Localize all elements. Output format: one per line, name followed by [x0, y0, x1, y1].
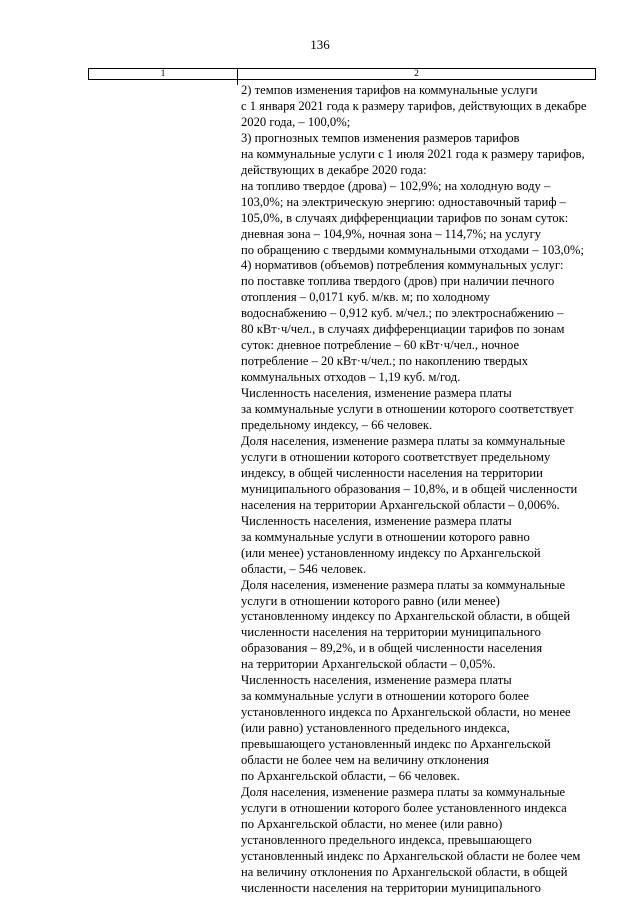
text-line: образования – 89,2%, и в общей численности населения — [241, 641, 543, 656]
text-line: услуги в отношении которого равно (или менее) — [241, 593, 500, 608]
text-line: 4) нормативов (объемов) потребления коммунальных услуг: — [241, 258, 564, 273]
text-line: установленного индекса по Архангельской области, но менее — [241, 705, 571, 720]
text-line: индексу, в общей численности населения на территории — [241, 465, 543, 480]
text-line: превышающего установленный индекс по Архангельской — [241, 737, 551, 752]
text-line: Численность населения, изменение размера платы — [241, 673, 512, 688]
text-line: по Архангельской области, но менее (или равно) — [241, 816, 503, 831]
text-line: численности населения на территории муниципального — [241, 625, 541, 640]
text-line: на топливо твердое (дрова) – 102,9%; на холодную воду – — [241, 178, 551, 193]
text-line: муниципального образования – 10,8%, и в общей численности — [241, 481, 578, 496]
table-header-col-1: 1 — [89, 69, 238, 79]
text-line: водоснабжению – 0,912 куб. м/чел.; по электроснабжению – — [241, 306, 564, 321]
text-line: Численность населения, изменение размера платы — [241, 386, 512, 401]
text-line: за коммунальные услуги в отношении которого соответствует — [241, 402, 574, 417]
text-line: по поставке топлива твердого (дров) при наличии печного — [241, 274, 555, 289]
text-line: действующих в декабре 2020 года: — [241, 162, 427, 177]
text-line: с 1 января 2021 года к размеру тарифов, действующих в декабре — [241, 98, 587, 113]
text-line: услуги в отношении которого соответствует предельному — [241, 449, 551, 464]
text-line: области не более чем на величину отклонения — [241, 753, 490, 768]
text-line: отопления – 0,0171 куб. м/кв. м; по холодному — [241, 290, 491, 305]
text-line: Численность населения, изменение размера платы — [241, 513, 512, 528]
text-line: Доля населения, изменение размера платы за коммунальные — [241, 784, 566, 799]
table-header-col-2: 2 — [414, 69, 419, 79]
table-header-row — [88, 68, 596, 80]
text-line: по Архангельской области, – 66 человек. — [241, 768, 460, 783]
text-line: 80 кВт·ч/чел., в случаях дифференциации тарифов по зонам — [241, 322, 565, 337]
text-line: установленного предельного индекса, превышающего — [241, 832, 532, 847]
text-line: 103,0%; на электрическую энергию: одноставочный тариф – — [241, 194, 566, 209]
text-line: Доля населения, изменение размера платы за коммунальные — [241, 433, 566, 448]
text-line: области, – 546 человек. — [241, 561, 367, 576]
text-line: 2) темпов изменения тарифов на коммунальные услуги — [241, 83, 538, 97]
document-body — [241, 83, 601, 897]
text-line: 105,0%, в случаях дифференциации тарифов по зонам суток: — [241, 210, 569, 225]
text-line: (или равно) установленного предельного индекса, — [241, 721, 510, 736]
text-line: услуги в отношении которого более установленного индекса — [241, 800, 567, 815]
text-line: населения на территории Архангельской области – 0,006%. — [241, 497, 560, 512]
text-line: установленный индекс по Архангельской области не более чем — [241, 848, 581, 863]
text-line: за коммунальные услуги в отношении которого равно — [241, 529, 530, 544]
text-line: численности населения на территории муниципального — [241, 880, 541, 895]
text-line: 3) прогнозных темпов изменения размеров тарифов — [241, 130, 520, 145]
text-line: на коммунальные услуги с 1 июля 2021 года к размеру тарифов, — [241, 146, 585, 161]
text-line: (или менее) установленному индексу по Архангельской — [241, 545, 541, 560]
text-line: Доля населения, изменение размера платы за коммунальные — [241, 577, 566, 592]
column-divider — [237, 80, 238, 85]
text-line: на территории Архангельской области – 0,05%. — [241, 657, 496, 672]
text-line: за коммунальные услуги в отношении которого более — [241, 689, 529, 704]
text-line: суток: дневное потребление – 60 кВт·ч/чел., ночное — [241, 338, 520, 353]
text-line: коммунальных отходов – 1,19 куб. м/год. — [241, 370, 461, 385]
text-line: установленному индексу по Архангельской области, в общей — [241, 609, 571, 624]
text-line: предельному индексу, – 66 человек. — [241, 418, 433, 433]
text-line: на величину отклонения по Архангельской области, в общей — [241, 864, 568, 879]
text-line: дневная зона – 104,9%, ночная зона – 114,7%; на услугу — [241, 226, 542, 241]
text-line: по обращению с твердыми коммунальными отходами – 103,0%; — [241, 242, 584, 257]
text-line: 2020 года, – 100,0%; — [241, 114, 351, 129]
page-number: 136 — [310, 37, 330, 52]
text-line: потребление – 20 кВт·ч/чел.; по накоплению твердых — [241, 354, 529, 369]
